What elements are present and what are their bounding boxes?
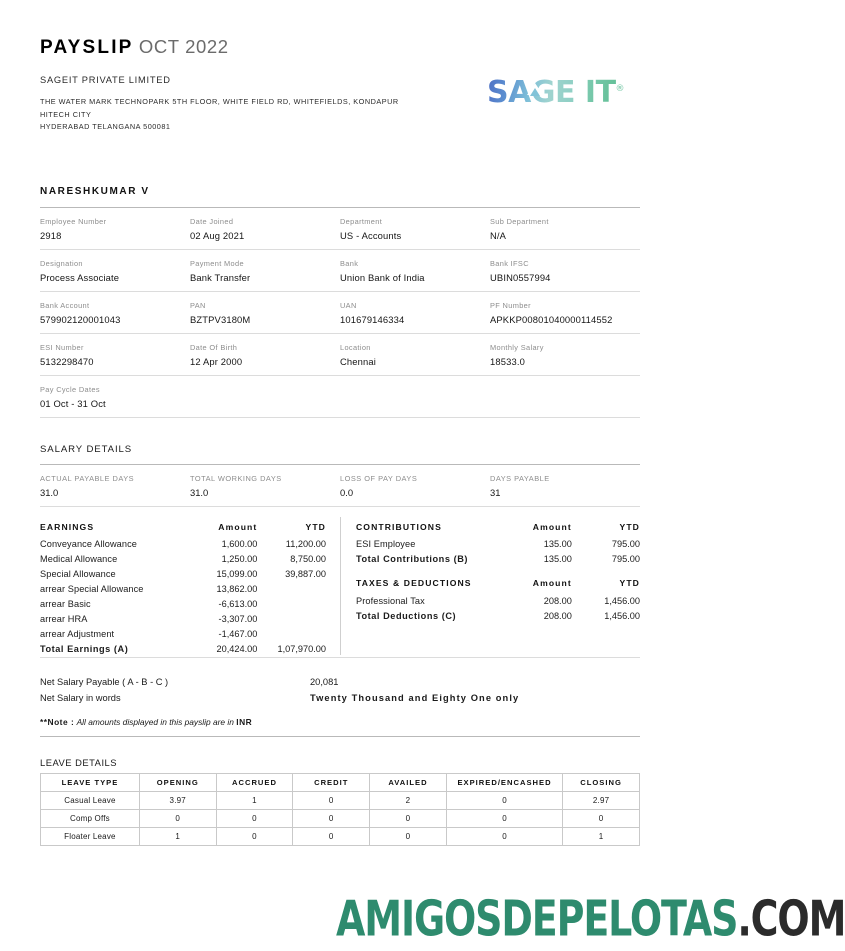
cell-credit: 0 — [293, 791, 370, 809]
field-label: LOSS OF PAY DAYS — [340, 474, 418, 483]
field-department — [340, 217, 490, 241]
page-title-main: PAYSLIP — [40, 37, 134, 58]
field-label: Date Of Birth — [190, 343, 238, 352]
row-label: Conveyance Allowance — [40, 539, 137, 549]
row-ytd: 795.00 — [611, 539, 640, 549]
cell-credit: 0 — [293, 809, 370, 827]
cell-accrued: 0 — [216, 809, 293, 827]
spacer-row — [356, 567, 640, 576]
field-bank-account — [40, 301, 190, 325]
row-ytd: 8,750.00 — [290, 554, 326, 564]
net-salary-words-row — [40, 690, 640, 706]
col-availed: AVAILED — [370, 773, 447, 791]
field-label: Payment Mode — [190, 259, 244, 268]
cell-leave-type: Comp Offs — [41, 809, 140, 827]
company-address-line-1: THE WATER MARK TECHNOPARK 5TH FLOOR, WHITE FIELD RD, WHITEFIELDS, KONDAPUR — [40, 97, 399, 106]
field-value: N/A — [490, 230, 507, 241]
table-row — [41, 791, 640, 809]
col-ytd: YTD — [305, 521, 326, 532]
leave-details-heading: LEAVE DETAILS — [40, 756, 118, 768]
field-value: 02 Aug 2021 — [190, 230, 245, 241]
divider — [40, 417, 640, 418]
col-expired-encashed: EXPIRED/ENCASHED — [446, 773, 562, 791]
field-label: Bank — [340, 259, 359, 268]
contributions-table — [356, 519, 640, 623]
col-contributions: CONTRIBUTIONS — [356, 521, 442, 532]
field-label: TOTAL WORKING DAYS — [190, 474, 282, 483]
table-total-row — [356, 552, 640, 567]
leave-details-table — [40, 773, 640, 846]
field-label: ACTUAL PAYABLE DAYS — [40, 474, 135, 483]
row-label: Total Earnings (A) — [40, 644, 129, 654]
field-label: PF Number — [490, 301, 531, 310]
earnings-deductions-section — [40, 519, 640, 657]
field-value: APKKP00801040000114552 — [490, 314, 613, 325]
note-text: All amounts displayed in this payslip are in — [76, 716, 234, 727]
column-divider — [340, 517, 341, 655]
net-salary-section — [40, 674, 640, 727]
row-amount: 1,250.00 — [221, 554, 258, 564]
row-ytd — [257, 582, 326, 597]
cell-expired: 0 — [446, 809, 562, 827]
cell-closing: 0 — [563, 809, 640, 827]
field-value: US - Accounts — [340, 230, 402, 241]
field-designation — [40, 259, 190, 283]
divider — [40, 657, 640, 658]
table-row — [356, 593, 640, 608]
field-value: 2918 — [40, 230, 62, 241]
net-salary-words-value: Twenty Thousand and Eighty One only — [310, 692, 520, 703]
row-label: arrear HRA — [40, 614, 88, 624]
table-header-row — [356, 519, 640, 537]
row-ytd: 1,456.00 — [604, 610, 640, 621]
col-amount: Amount — [532, 521, 572, 532]
watermark-tld: .COM — [737, 891, 845, 948]
field-label: DAYS PAYABLE — [490, 474, 550, 483]
cell-accrued: 1 — [216, 791, 293, 809]
company-address-line-2: HITECH CITY — [40, 109, 92, 119]
note-prefix: **Note : — [40, 716, 75, 727]
net-salary-words-label: Net Salary in words — [40, 692, 121, 703]
field-total-working-days — [190, 474, 340, 498]
table-row — [40, 552, 326, 567]
contributions-deductions-column — [340, 519, 640, 657]
col-accrued: ACCRUED — [216, 773, 293, 791]
field-label: Monthly Salary — [490, 343, 544, 352]
field-label: Employee Number — [40, 217, 107, 226]
row-ytd: 1,07,970.00 — [277, 644, 326, 654]
field-label: Pay Cycle Dates — [40, 385, 100, 394]
table-row — [40, 597, 326, 612]
row-label: Total Contributions (B) — [356, 554, 468, 564]
field-uan — [340, 301, 490, 325]
field-value: BZTPV3180M — [190, 314, 251, 325]
cell-accrued: 0 — [216, 827, 293, 845]
cell-opening: 3.97 — [139, 791, 216, 809]
field-esi-number — [40, 343, 190, 367]
logo-arrow-icon — [527, 83, 543, 95]
table-row — [40, 567, 326, 582]
employee-detail-row — [40, 208, 640, 249]
divider — [40, 736, 640, 737]
col-amount: Amount — [532, 578, 572, 588]
field-employee-number — [40, 217, 190, 241]
field-value: Bank Transfer — [190, 272, 251, 283]
table-row — [40, 612, 326, 627]
cell-expired: 0 — [446, 791, 562, 809]
cell-availed: 2 — [370, 791, 447, 809]
field-bank-ifsc — [490, 259, 640, 283]
row-amount: -1,467.00 — [218, 629, 258, 639]
col-ytd: YTD — [619, 521, 640, 532]
employee-detail-row — [40, 376, 640, 417]
row-ytd — [257, 612, 326, 627]
col-taxes-deductions: TAXES & DEDUCTIONS — [356, 578, 472, 588]
row-label: Medical Allowance — [40, 554, 118, 564]
row-label: arrear Adjustment — [40, 629, 115, 639]
field-value: 5132298470 — [40, 356, 94, 367]
field-bank — [340, 259, 490, 283]
col-closing: CLOSING — [563, 773, 640, 791]
net-salary-payable-label: Net Salary Payable ( A - B - C ) — [40, 676, 169, 687]
cell-availed: 0 — [370, 809, 447, 827]
field-pan — [190, 301, 340, 325]
watermark-primary: AMIGOSDEPELOTAS — [336, 891, 738, 948]
company-address-line-3: HYDERABAD TELANGANA 500081 — [40, 122, 171, 132]
cell-closing: 2.97 — [563, 791, 640, 809]
table-total-row — [40, 642, 326, 657]
row-ytd: 795.00 — [611, 554, 640, 564]
row-label: Total Deductions (C) — [356, 610, 457, 621]
table-row — [41, 827, 640, 845]
col-credit: CREDIT — [293, 773, 370, 791]
row-amount: 208.00 — [543, 610, 572, 621]
salary-details-heading: SALARY DETAILS — [40, 444, 133, 455]
row-amount: 1,600.00 — [221, 539, 258, 549]
row-ytd — [257, 597, 326, 612]
field-value: Union Bank of India — [340, 272, 425, 283]
earnings-column — [40, 519, 340, 657]
cell-leave-type: Floater Leave — [41, 827, 140, 845]
row-ytd — [257, 627, 326, 642]
employee-detail-row — [40, 292, 640, 333]
field-value: 12 Apr 2000 — [190, 356, 243, 367]
employee-name: NARESHKUMAR V — [40, 186, 150, 197]
row-ytd: 1,456.00 — [604, 595, 640, 606]
logo-text-primary: SAGE — [487, 75, 575, 110]
registered-trademark-icon: ® — [615, 84, 625, 94]
earnings-table — [40, 519, 326, 657]
row-ytd: 39,887.00 — [285, 569, 326, 579]
table-header-row — [40, 519, 326, 537]
field-payment-mode — [190, 259, 340, 283]
field-label: Bank Account — [40, 301, 90, 310]
field-label: Date Joined — [190, 217, 234, 226]
field-date-of-birth — [190, 343, 340, 367]
field-label: Designation — [40, 259, 83, 268]
document-header — [40, 36, 640, 156]
col-opening: OPENING — [139, 773, 216, 791]
cell-credit: 0 — [293, 827, 370, 845]
employee-detail-row — [40, 334, 640, 375]
field-value: Chennai — [340, 356, 376, 367]
field-label: PAN — [190, 301, 206, 310]
field-value: Process Associate — [40, 272, 120, 283]
table-total-row — [356, 608, 640, 623]
field-value: UBIN0557994 — [490, 272, 551, 283]
field-value: 101679146334 — [340, 314, 405, 325]
deductions-header-row — [356, 576, 640, 594]
row-amount: -6,613.00 — [218, 599, 258, 609]
row-label: Professional Tax — [356, 595, 425, 606]
field-label: Bank IFSC — [490, 259, 529, 268]
net-salary-payable-value: 20,081 — [310, 676, 339, 687]
field-sub-department — [490, 217, 640, 241]
field-value: 579902120001043 — [40, 314, 121, 325]
field-label: Location — [340, 343, 371, 352]
note-currency: INR — [236, 716, 253, 727]
col-leave-type: LEAVE TYPE — [41, 773, 140, 791]
field-value: 01 Oct - 31 Oct — [40, 398, 106, 409]
row-amount: 135.00 — [543, 539, 572, 549]
sage-it-logo — [487, 72, 647, 108]
table-row — [41, 809, 640, 827]
field-days-payable — [490, 474, 640, 498]
site-watermark — [336, 893, 845, 947]
field-monthly-salary — [490, 343, 640, 367]
cell-opening: 1 — [139, 827, 216, 845]
row-amount: 135.00 — [543, 554, 572, 564]
row-label: ESI Employee — [356, 539, 416, 549]
company-name: SAGEIT PRIVATE LIMITED — [40, 75, 171, 85]
field-location — [340, 343, 490, 367]
table-row — [40, 582, 326, 597]
field-actual-payable-days — [40, 474, 190, 498]
row-amount: 20,424.00 — [216, 644, 258, 654]
row-label: arrear Special Allowance — [40, 584, 144, 594]
cell-expired: 0 — [446, 827, 562, 845]
row-label: arrear Basic — [40, 599, 91, 609]
row-ytd: 11,200.00 — [285, 539, 326, 549]
row-amount: 15,099.00 — [216, 569, 258, 579]
field-pf-number — [490, 301, 640, 325]
field-value: 31.0 — [190, 487, 209, 498]
field-value: 31.0 — [40, 487, 59, 498]
col-amount: Amount — [218, 521, 258, 532]
field-value: 18533.0 — [490, 356, 525, 367]
net-salary-payable-row — [40, 674, 640, 690]
page-title — [40, 36, 640, 59]
table-header-row — [41, 773, 640, 791]
field-date-joined — [190, 217, 340, 241]
currency-note — [40, 717, 640, 727]
row-label: Special Allowance — [40, 569, 116, 579]
row-amount: 208.00 — [543, 595, 572, 606]
table-row — [40, 537, 326, 552]
col-earnings: EARNINGS — [40, 521, 95, 532]
divider — [40, 506, 640, 507]
field-pay-cycle-dates — [40, 385, 190, 409]
field-loss-of-pay-days — [340, 474, 490, 498]
field-label: Department — [340, 217, 383, 226]
table-row — [40, 627, 326, 642]
cell-closing: 1 — [563, 827, 640, 845]
col-ytd: YTD — [619, 578, 640, 588]
field-label: ESI Number — [40, 343, 84, 352]
field-label: Sub Department — [490, 217, 549, 226]
field-value: 31 — [490, 487, 501, 498]
logo-text-secondary: IT — [584, 75, 616, 110]
row-amount: 13,862.00 — [216, 584, 258, 594]
row-amount: -3,307.00 — [218, 614, 258, 624]
salary-days-row — [40, 465, 640, 506]
page-title-period: OCT 2022 — [138, 36, 229, 57]
cell-leave-type: Casual Leave — [41, 791, 140, 809]
cell-availed: 0 — [370, 827, 447, 845]
cell-opening: 0 — [139, 809, 216, 827]
field-value: 0.0 — [340, 487, 354, 498]
field-label: UAN — [340, 301, 357, 310]
employee-detail-row — [40, 250, 640, 291]
table-row — [356, 537, 640, 552]
